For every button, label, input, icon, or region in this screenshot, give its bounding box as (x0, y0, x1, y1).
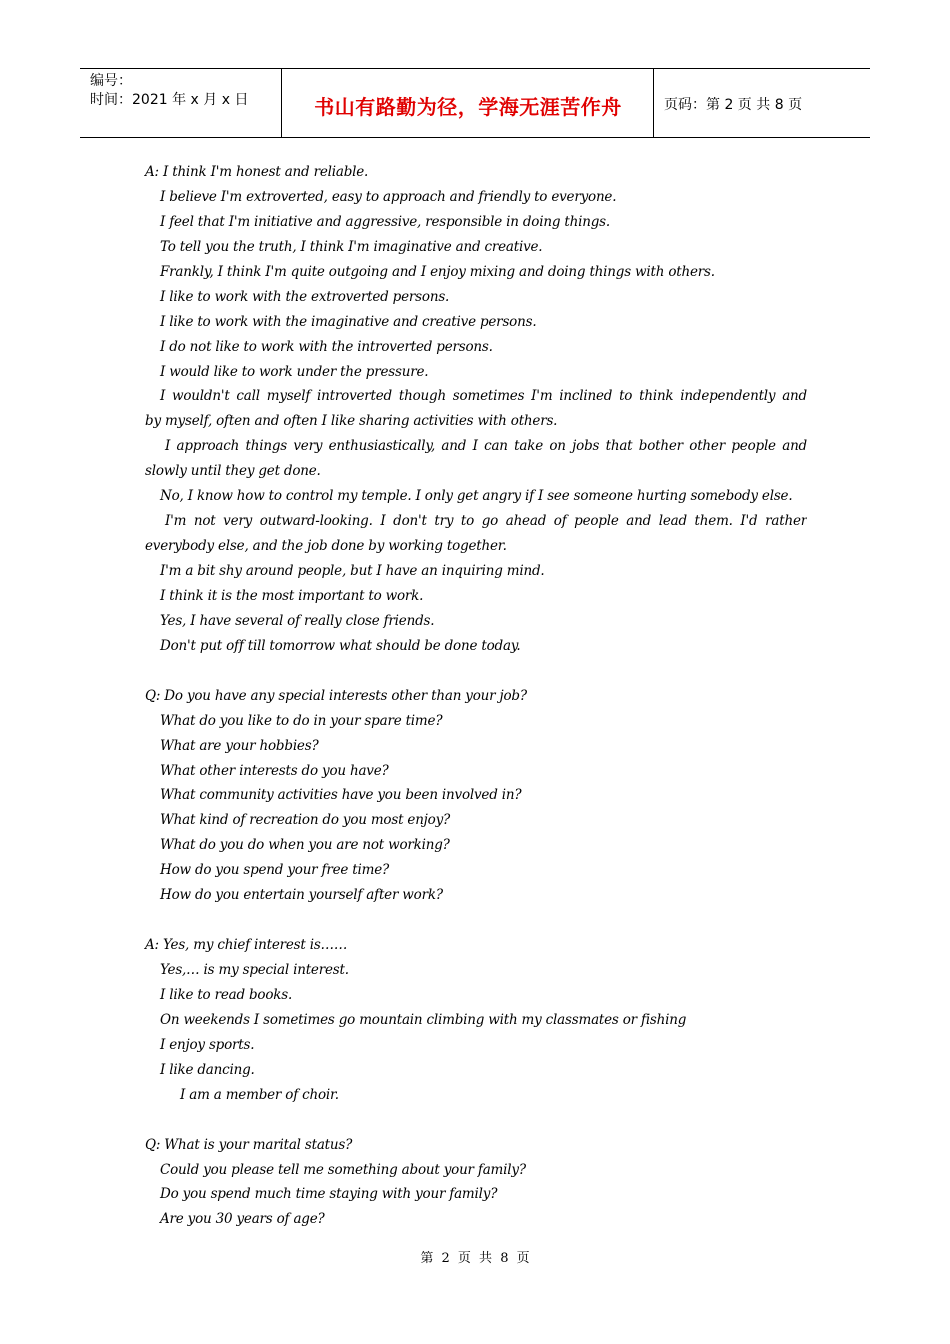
body-line: How do you entertain yourself after work? (160, 887, 443, 904)
body-line: Do you spend much time staying with your family? (160, 1186, 498, 1203)
body-line: I like to work with the extroverted persons. (160, 288, 450, 305)
document-body (145, 160, 807, 1232)
body-line: What are your hobbies? (160, 737, 319, 754)
page-code-label: 页码：第 2 页 共 8 页 (664, 97, 803, 113)
body-line: I like to read books. (160, 986, 293, 1003)
body-line: I do not like to work with the introverted persons. (160, 338, 493, 355)
body-line: What do you like to do in your spare time? (160, 712, 443, 729)
body-line: I enjoy sports. (160, 1036, 255, 1053)
body-line: I believe I'm extroverted, easy to approach and friendly to everyone. (160, 188, 617, 205)
body-line: Don't put off till tomorrow what should be done today. (160, 637, 521, 654)
body-line: I like to work with the imaginative and creative persons. (160, 313, 537, 330)
body-line: slowly until they get done. (145, 463, 321, 480)
body-line: How do you spend your free time? (160, 862, 390, 879)
body-line: I am a member of choir. (180, 1086, 339, 1103)
body-line: Are you 30 years of age? (160, 1211, 325, 1228)
body-line: What kind of recreation do you most enjoy? (160, 812, 451, 829)
header-page-cell (654, 69, 870, 137)
body-line: Yes, I have several of really close friends. (160, 612, 435, 629)
paragraph-spacer (145, 659, 807, 684)
body-line: What community activities have you been involved in? (160, 787, 522, 804)
body-line: What other interests do you have? (160, 762, 389, 779)
motto-text: 书山有路勤为径，学海无涯苦作舟 (314, 95, 622, 119)
body-line: A: Yes, my chief interest is…… (145, 937, 348, 954)
body-line: by myself, often and often I like sharing activities with others. (145, 413, 558, 430)
body-line: I would like to work under the pressure. (160, 363, 429, 380)
body-line: A: I think I'm honest and reliable. (145, 164, 369, 180)
body-line: To tell you the truth, I think I'm imaginative and creative. (160, 238, 543, 255)
body-line: Yes,… is my special interest. (160, 962, 349, 978)
body-line: Could you please tell me something about your family? (160, 1161, 526, 1178)
header-table (80, 68, 870, 138)
paragraph-spacer (145, 1108, 807, 1133)
document-number-label: 编号： (90, 73, 132, 89)
body-line: I like dancing. (160, 1061, 255, 1078)
body-line: On weekends I sometimes go mountain climbing with my classmates or fishing (160, 1011, 687, 1028)
body-line: I wouldn't call myself introverted though sometimes I'm inclined to think independently and (160, 388, 807, 405)
body-line: Q: Do you have any special interests other than your job? (145, 687, 527, 704)
body-line: everybody else, and the job done by working together. (145, 538, 507, 555)
body-line: I feel that I'm initiative and aggressive, responsible in doing things. (160, 213, 610, 230)
header-meta-cell (80, 69, 282, 137)
body-line: What do you do when you are not working? (160, 837, 450, 854)
body-line: I think it is the most important to work. (160, 587, 424, 604)
body-line: I'm not very outward-looking. I don't try to go ahead of people and lead them. I'd rather (165, 513, 807, 530)
body-line: I'm a bit shy around people, but I have an inquiring mind. (160, 563, 545, 579)
body-line: Q: What is your marital status? (145, 1136, 353, 1153)
body-line: No, I know how to control my temple. I only get angry if I see someone hurting somebody else. (160, 488, 793, 505)
page-footer: 第 2 页 共 8 页 (420, 1251, 530, 1266)
body-line: I approach things very enthusiastically, and I can take on jobs that bother other people and (165, 438, 807, 455)
header-motto-cell (282, 69, 654, 137)
body-line: Frankly, I think I'm quite outgoing and I enjoy mixing and doing things with others. (160, 263, 715, 280)
document-time-label: 时间：2021 年 x 月 x 日 (90, 92, 249, 108)
paragraph-spacer (145, 908, 807, 933)
